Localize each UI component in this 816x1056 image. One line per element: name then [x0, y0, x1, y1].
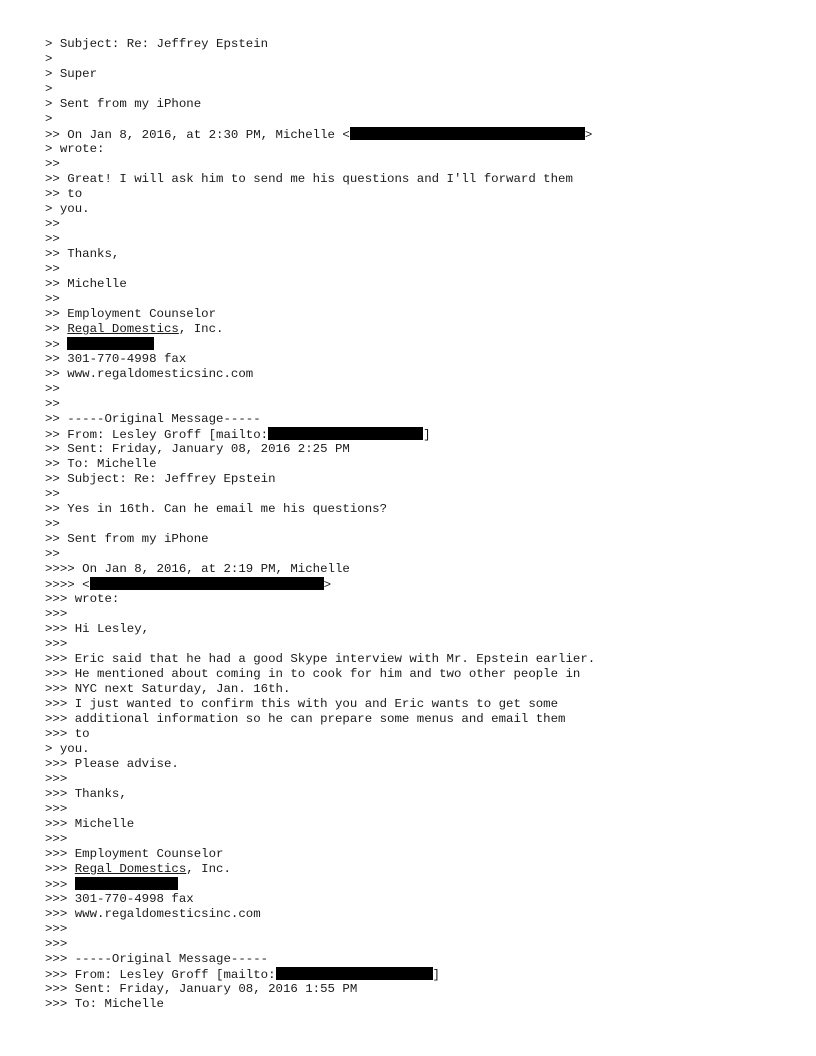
quoted-line: >>: [45, 397, 60, 411]
quoted-line: >>> Eric said that he had a good Skype interview with Mr. Epstein earlier.: [45, 652, 596, 666]
quoted-line: >> -----Original Message-----: [45, 412, 261, 426]
quoted-line: >>> Hi Lesley,: [45, 622, 150, 636]
line-text: >>>: [45, 878, 75, 892]
quoted-line: >> 301-770-4998 fax: [45, 352, 187, 366]
quoted-line: >>> Thanks,: [45, 787, 127, 801]
quoted-line: >> Employment Counselor: [45, 307, 217, 321]
company-name-link: Regal Domestics: [74, 862, 187, 876]
company-name-link: Regal Domestics: [67, 322, 179, 336]
quoted-line: >>: [45, 217, 60, 231]
quoted-line: >: [45, 82, 53, 96]
quoted-line: >>> -----Original Message-----: [45, 952, 269, 966]
quoted-line: >>: [45, 382, 60, 396]
line-text: >> On Jan 8, 2016, at 2:30 PM, Michelle <: [45, 128, 350, 142]
quoted-line: >>: [45, 517, 60, 531]
quoted-line: >> Subject: Re: Jeffrey Epstein: [45, 472, 276, 486]
line-text: >>>> <: [45, 578, 90, 592]
quoted-line: >>> Sent: Friday, January 08, 2016 1:55 PM: [45, 982, 358, 996]
quoted-line: [45, 967, 785, 982]
quoted-line: >>: [45, 262, 60, 276]
redaction-bar: [75, 877, 178, 890]
quoted-line: >>>: [45, 607, 68, 621]
quoted-line: > you.: [45, 742, 90, 756]
quoted-line: [45, 862, 785, 877]
quoted-line: >> to: [45, 187, 83, 201]
quoted-line: >>: [45, 232, 60, 246]
quoted-line: >>>: [45, 937, 68, 951]
quoted-line: [45, 337, 785, 352]
quoted-line: >>>: [45, 802, 68, 816]
quoted-line: >>> Employment Counselor: [45, 847, 224, 861]
quoted-line: > Sent from my iPhone: [45, 97, 202, 111]
redaction-bar: [90, 577, 324, 590]
quoted-line: >> Yes in 16th. Can he email me his questions?: [45, 502, 388, 516]
line-text: , Inc.: [186, 862, 231, 876]
line-text: >>: [45, 322, 68, 336]
quoted-line: >>>> On Jan 8, 2016, at 2:19 PM, Michelle: [45, 562, 350, 576]
line-text: >>>: [45, 862, 75, 876]
line-text: >>: [45, 338, 68, 352]
line-text: >: [323, 578, 332, 592]
quoted-line: >>> Michelle: [45, 817, 135, 831]
quoted-line: [45, 127, 785, 142]
quoted-line: >>> additional information so he can prepare some menus and email them: [45, 712, 566, 726]
quoted-line: >>>: [45, 922, 68, 936]
quoted-line: >>> Please advise.: [45, 757, 179, 771]
quoted-line: >>: [45, 157, 60, 171]
redaction-bar: [276, 967, 433, 980]
quoted-line: >>> 301-770-4998 fax: [45, 892, 194, 906]
quoted-line: >>> To: Michelle: [45, 997, 164, 1011]
quoted-line: >>> wrote:: [45, 592, 120, 606]
quoted-line: >>: [45, 487, 60, 501]
line-text: >>> From: Lesley Groff [mailto:: [45, 968, 276, 982]
quoted-line: [45, 577, 785, 592]
quoted-line: >>>: [45, 772, 68, 786]
quoted-line: >> Great! I will ask him to send me his questions and I'll forward them: [45, 172, 573, 186]
quoted-line: >: [45, 112, 53, 126]
quoted-line: >>> I just wanted to confirm this with you and Eric wants to get some: [45, 697, 559, 711]
quoted-line: >>>: [45, 832, 68, 846]
line-text: >> From: Lesley Groff [mailto:: [45, 428, 269, 442]
quoted-line: >>: [45, 292, 60, 306]
quoted-line: [45, 322, 785, 337]
quoted-line: > you.: [45, 202, 90, 216]
quoted-line: > Subject: Re: Jeffrey Epstein: [45, 37, 269, 51]
quoted-line: >> Sent: Friday, January 08, 2016 2:25 PM: [45, 442, 350, 456]
redaction-bar: [67, 337, 154, 350]
line-text: ]: [432, 968, 440, 982]
quoted-line: >> Sent from my iPhone: [45, 532, 209, 546]
redaction-bar: [268, 427, 423, 440]
line-text: >: [584, 128, 593, 142]
quoted-line: >: [45, 52, 53, 66]
quoted-line: >>> He mentioned about coming in to cook for him and two other people in: [45, 667, 581, 681]
quoted-line: >> To: Michelle: [45, 457, 157, 471]
quoted-line: >> Thanks,: [45, 247, 120, 261]
quoted-line: >> Michelle: [45, 277, 127, 291]
line-text: , Inc.: [178, 322, 224, 336]
line-text: ]: [423, 428, 431, 442]
quoted-line: > Super: [45, 67, 98, 81]
redaction-bar: [350, 127, 585, 140]
quoted-line: > wrote:: [45, 142, 105, 156]
quoted-line: >>> NYC next Saturday, Jan. 16th.: [45, 682, 291, 696]
quoted-line: >>> to: [45, 727, 90, 741]
quoted-line: [45, 877, 785, 892]
quoted-line: [45, 427, 785, 442]
quoted-line: >> www.regaldomesticsinc.com: [45, 367, 254, 381]
quoted-line: >>> www.regaldomesticsinc.com: [45, 907, 261, 921]
quoted-line: >>: [45, 547, 60, 561]
quoted-line: >>>: [45, 637, 68, 651]
email-thread-body: [45, 37, 785, 1012]
